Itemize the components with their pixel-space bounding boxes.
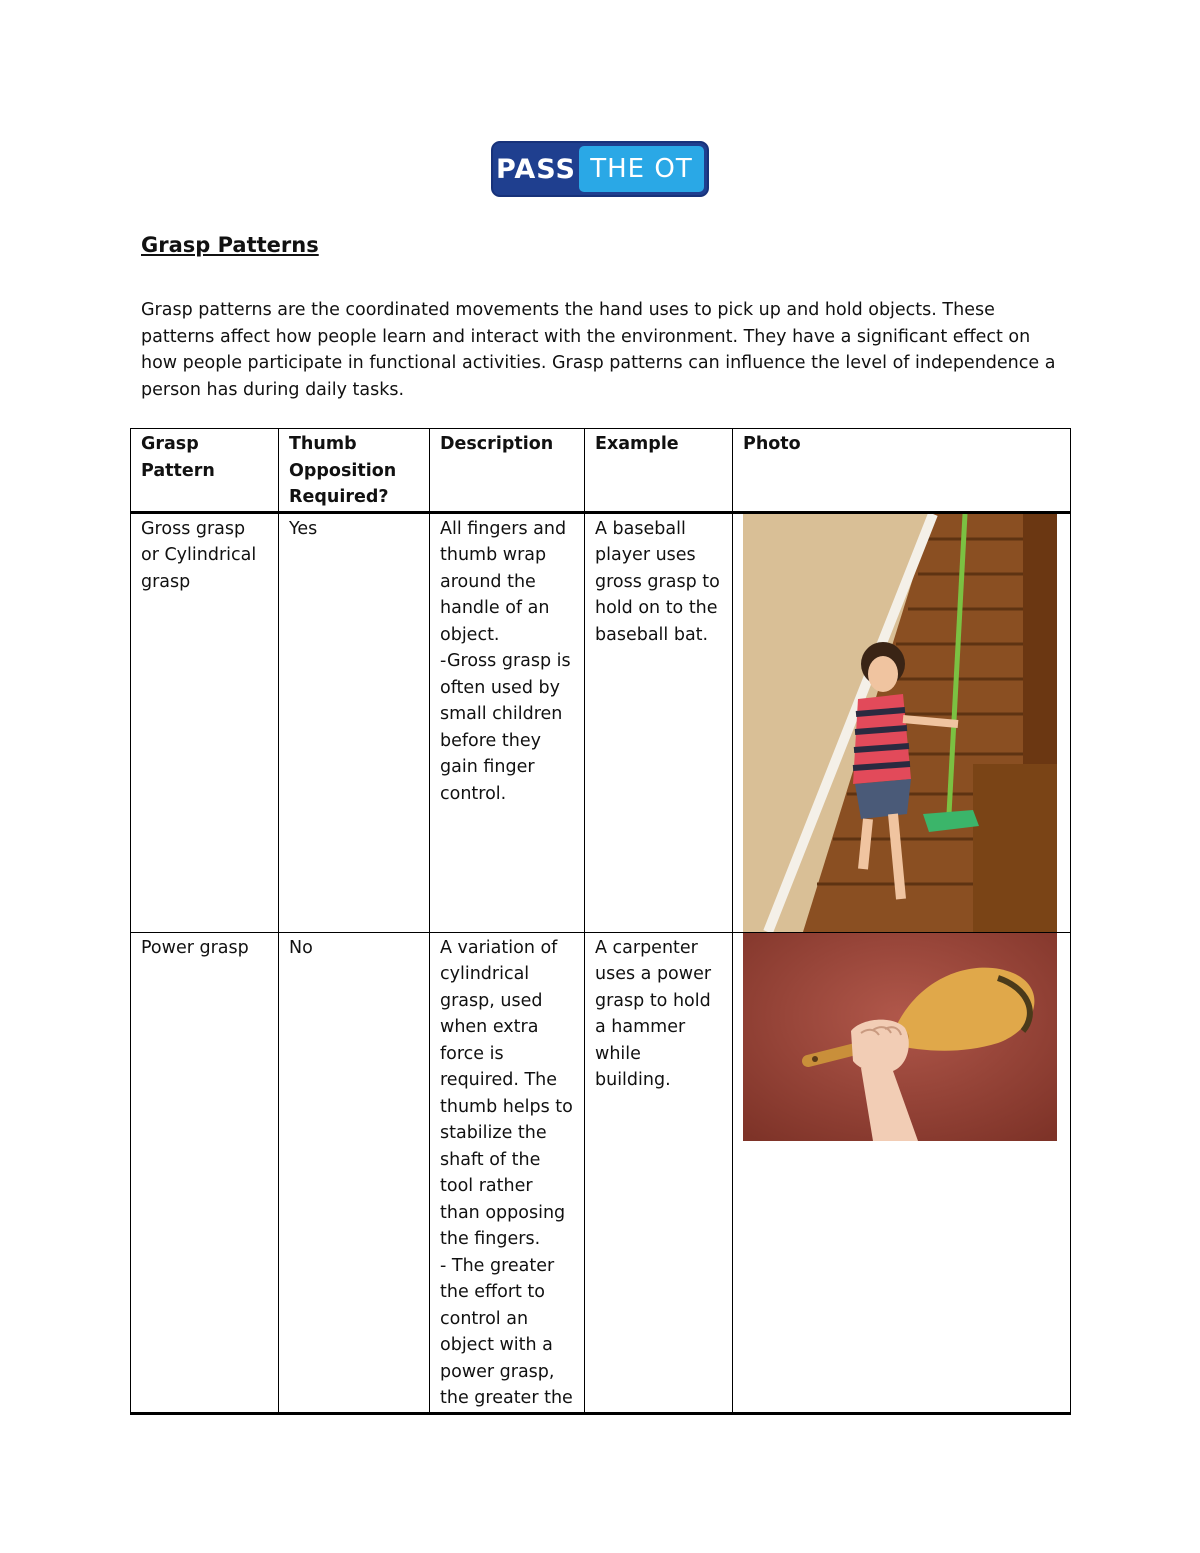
hand-holding-spoon-photo [743,933,1057,1141]
table-row [131,932,1071,1413]
logo-the-ot-text: THE OT [579,146,704,192]
header-description: Description [430,429,585,513]
example-cell: A baseball player uses gross grasp to hold on to the baseball bat. [585,512,733,932]
intro-paragraph: Grasp patterns are the coordinated movements the hand uses to pick up and hold objects. These patterns affect how people learn and interact with the environment. They have a significant effect on how people participate in functional activities. Grasp patterns can influence the level of independence a person has during daily tasks. [141,300,1056,400]
table-row [131,512,1071,932]
header-grasp-pattern: Grasp Pattern [131,429,279,513]
header-example: Example [585,429,733,513]
header-photo: Photo [733,429,1071,513]
thumb-cell: Yes [279,512,430,932]
pass-the-ot-logo [491,141,709,197]
photo-cell [733,932,1071,1413]
description-note: -Gross grasp is often used by small children before they gain finger control. [440,651,571,804]
child-broom-stairs-photo [743,514,1057,932]
description-note: - The greater the effort to control an object with a power grasp, the greater the [440,1255,573,1408]
photo-cell [733,512,1071,932]
table-header-row [131,429,1071,513]
page-title: Grasp Patterns [141,233,319,257]
description-cell [430,932,585,1413]
pattern-cell: Power grasp [131,932,279,1413]
pattern-cell: Gross grasp or Cylindrical grasp [131,512,279,932]
description-text: A variation of cylindrical grasp, used when extra force is required. The thumb helps to stabilize the shaft of the tool rather than opposing the fingers. [440,937,573,1249]
thumb-cell: No [279,932,430,1413]
description-text: All fingers and thumb wrap around the handle of an object. [440,518,567,645]
description-cell [430,512,585,932]
example-cell: A carpenter uses a power grasp to hold a hammer while building. [585,932,733,1413]
grasp-patterns-table [130,428,1071,1415]
header-thumb-opposition: Thumb Opposition Required? [279,429,430,513]
logo-pass-text: PASS [496,153,576,185]
